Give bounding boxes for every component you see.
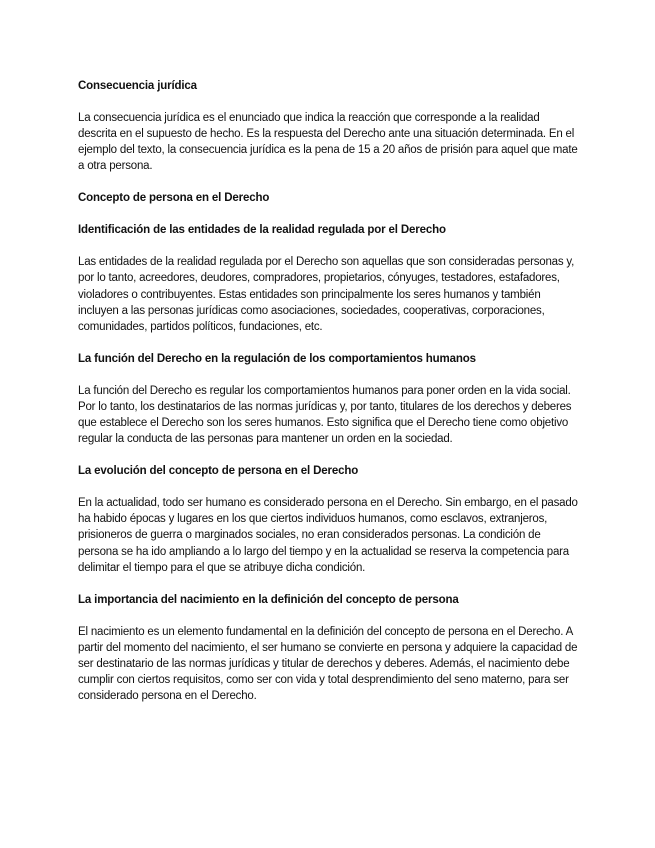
document-page [78, 78, 578, 704]
section-heading-funcion-derecho: La función del Derecho en la regulación de los comportamientos humanos [78, 352, 476, 365]
section-heading-concepto-persona: Concepto de persona en el Derecho [78, 192, 270, 205]
section-body-importancia-nacimiento: El nacimiento es un elemento fundamental en la definición del concepto de persona en el Derecho. A partir del momento del nacimiento, el ser humano se convierte en persona y adquiere la capacidad de ser destinatario de las normas jurídicas y titular de derechos y deberes. Además, el nacimiento debe cumplir con ciertos requisitos, como ser con vida y total desprendimiento del seno materno, para ser considerado persona en el Derecho. [78, 625, 578, 703]
section-heading-identificacion-entidades: Identificación de las entidades de la realidad regulada por el Derecho [78, 224, 446, 237]
section-body-funcion-derecho: La función del Derecho es regular los comportamientos humanos para poner orden en la vida social. Por lo tanto, los destinatarios de las normas jurídicas y, por tanto, titulares de los derechos y deberes que establece el Derecho son los seres humanos. Esto significa que el Derecho tiene como objetivo regular la conducta de las personas para mantener un orden en la sociedad. [78, 384, 572, 446]
section-body-consecuencia-juridica: La consecuencia jurídica es el enunciado que indica la reacción que corresponde a la realidad descrita en el supuesto de hecho. Es la respuesta del Derecho ante una situación determinada. En el ejemplo del texto, la consecuencia jurídica es la pena de 15 a 20 años de prisión para aquel que mate a otra persona. [78, 112, 578, 173]
section-heading-consecuencia-juridica: Consecuencia jurídica [78, 80, 197, 92]
section-heading-evolucion-concepto: La evolución del concepto de persona en el Derecho [78, 465, 359, 478]
section-body-identificacion-entidades: Las entidades de la realidad regulada por el Derecho son aquellas que son consideradas personas y, por lo tanto, acreedores, deudores, compradores, propietarios, cónyuges, testadores, estafadores, violadores o contribuyentes. Estas entidades son principalmente los seres humanos y también incluyen a las personas jurídicas como asociaciones, sociedades, cooperativas, corporaciones, comunidades, partidos políticos, fundaciones, etc. [78, 256, 575, 333]
section-body-evolucion-concepto: En la actualidad, todo ser humano es considerado persona en el Derecho. Sin embargo, en el pasado ha habido épocas y lugares en los que ciertos individuos humanos, como esclavos, extranjeros, prisioneros de guerra o marginados sociales, no eran considerados personas. La condición de persona se ha ido ampliando a lo largo del tiempo y en la actualidad se reserva la competencia para delimitar el tiempo para el que se atribuye dicha condición. [78, 497, 578, 574]
section-heading-importancia-nacimiento: La importancia del nacimiento en la definición del concepto de persona [78, 593, 459, 606]
